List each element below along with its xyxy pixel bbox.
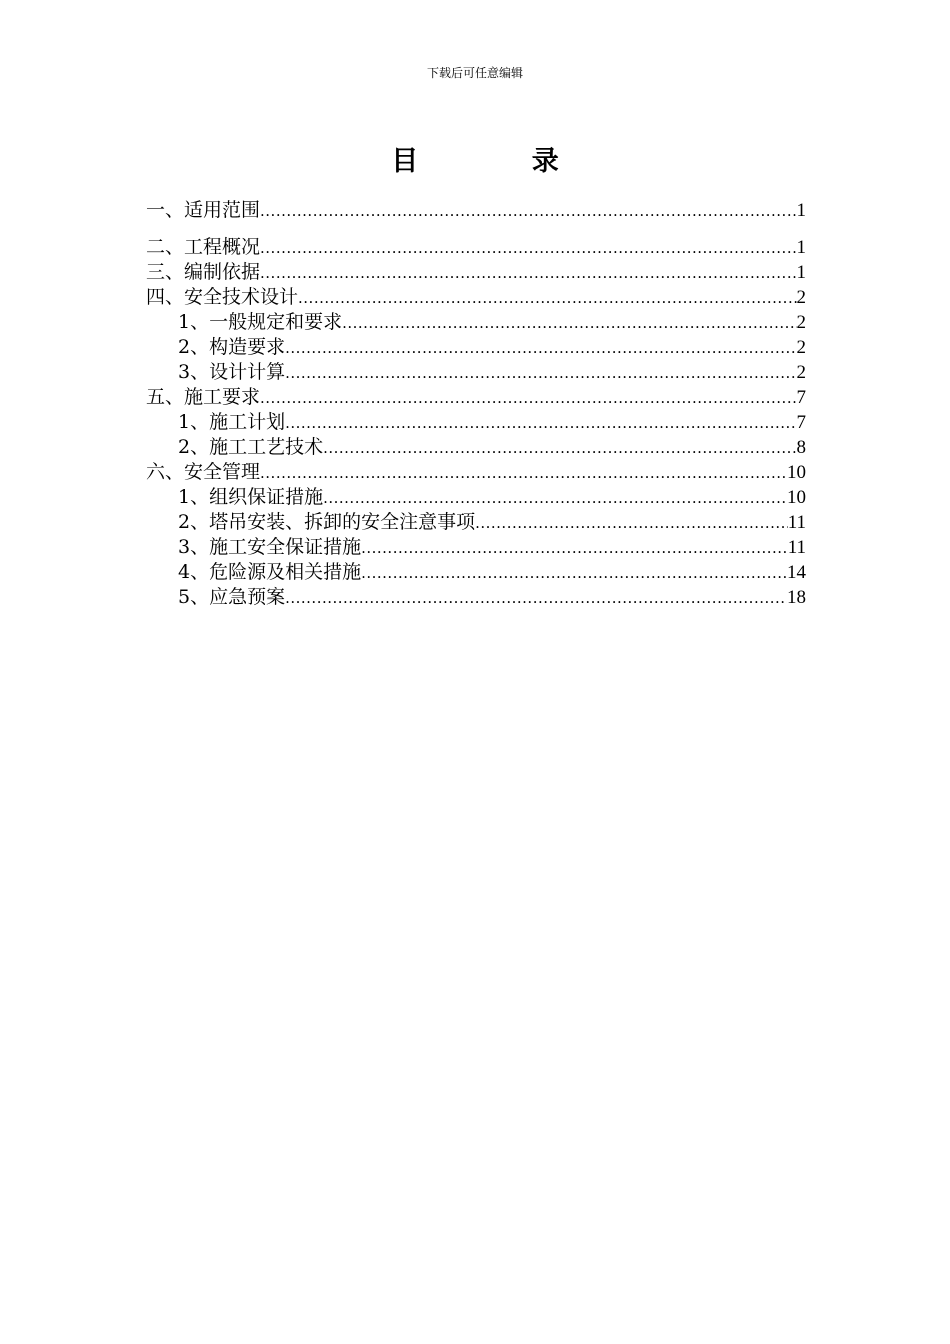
toc-dot-leader — [260, 461, 787, 486]
toc-dot-leader — [285, 411, 796, 436]
toc-entry-label: 4、危险源及相关措施 — [178, 561, 362, 583]
toc-entry-page: 2 — [796, 312, 806, 333]
toc-dot-leader — [260, 261, 796, 286]
toc-entry-page: 11 — [787, 512, 806, 533]
toc-entry-label: 5、应急预案 — [178, 586, 286, 608]
toc-entry[interactable] — [146, 460, 806, 485]
toc-entry[interactable] — [146, 435, 806, 460]
toc-entry-page: 1 — [796, 200, 806, 221]
toc-dot-leader — [342, 311, 796, 336]
toc-entry-label: 2、施工工艺技术 — [178, 436, 324, 458]
toc-entry[interactable] — [146, 560, 806, 585]
toc-dot-leader — [361, 561, 787, 586]
toc-entry-page: 7 — [796, 412, 806, 433]
toc-entry[interactable] — [146, 335, 806, 360]
toc-entry-label: 3、设计计算 — [178, 361, 286, 383]
toc-entry-label: 五、施工要求 — [146, 386, 261, 408]
toc-dot-leader — [260, 199, 796, 224]
toc-entry-page: 2 — [796, 287, 806, 308]
toc-entry[interactable] — [146, 198, 806, 223]
toc-entry-label: 二、工程概况 — [146, 236, 261, 258]
toc-entry[interactable] — [146, 410, 806, 435]
toc-entry[interactable] — [146, 285, 806, 310]
toc-entry[interactable] — [146, 235, 806, 260]
toc-dot-leader — [298, 286, 796, 311]
toc-entry[interactable] — [146, 485, 806, 510]
toc-title: 目 录 — [391, 146, 611, 177]
toc-dot-leader — [285, 336, 796, 361]
toc-entry-label: 1、组织保证措施 — [178, 486, 324, 508]
toc-entry[interactable] — [146, 385, 806, 410]
toc-entry[interactable] — [146, 360, 806, 385]
toc-entry-label: 四、安全技术设计 — [146, 286, 299, 308]
toc-entry[interactable] — [146, 585, 806, 610]
toc-dot-leader — [475, 511, 788, 536]
toc-entry-label: 1、施工计划 — [178, 411, 286, 433]
toc-entry-page: 8 — [796, 437, 806, 458]
toc-entry-label: 三、编制依据 — [146, 261, 261, 283]
toc-list — [146, 198, 806, 610]
toc-dot-leader — [260, 236, 796, 261]
toc-entry-label: 2、构造要求 — [178, 336, 286, 358]
toc-entry-page: 1 — [796, 262, 806, 283]
toc-entry-label: 一、适用范围 — [146, 199, 261, 221]
toc-entry-page: 14 — [787, 562, 806, 583]
toc-dot-leader — [285, 361, 796, 386]
toc-entry-page: 7 — [796, 387, 806, 408]
toc-entry[interactable] — [146, 535, 806, 560]
toc-entry-page: 1 — [796, 237, 806, 258]
toc-entry-page: 18 — [787, 587, 806, 608]
toc-entry-label: 3、施工安全保证措施 — [178, 536, 362, 558]
toc-entry[interactable] — [146, 260, 806, 285]
toc-entry-page: 2 — [796, 337, 806, 358]
toc-entry[interactable] — [146, 310, 806, 335]
page-header: 下载后可任意编辑 — [426, 66, 523, 80]
toc-entry-page: 11 — [787, 537, 806, 558]
toc-entry-label: 1、一般规定和要求 — [178, 311, 343, 333]
toc-entry-label: 六、安全管理 — [146, 461, 261, 483]
toc-dot-leader — [323, 436, 796, 461]
toc-dot-leader — [323, 486, 787, 511]
toc-entry-page: 10 — [787, 462, 806, 483]
toc-dot-leader — [361, 536, 788, 561]
toc-entry-label: 2、塔吊安装、拆卸的安全注意事项 — [178, 511, 476, 533]
toc-entry[interactable] — [146, 510, 806, 535]
toc-dot-leader — [260, 386, 796, 411]
toc-dot-leader — [285, 586, 787, 611]
toc-entry-page: 2 — [796, 362, 806, 383]
toc-entry-page: 10 — [787, 487, 806, 508]
